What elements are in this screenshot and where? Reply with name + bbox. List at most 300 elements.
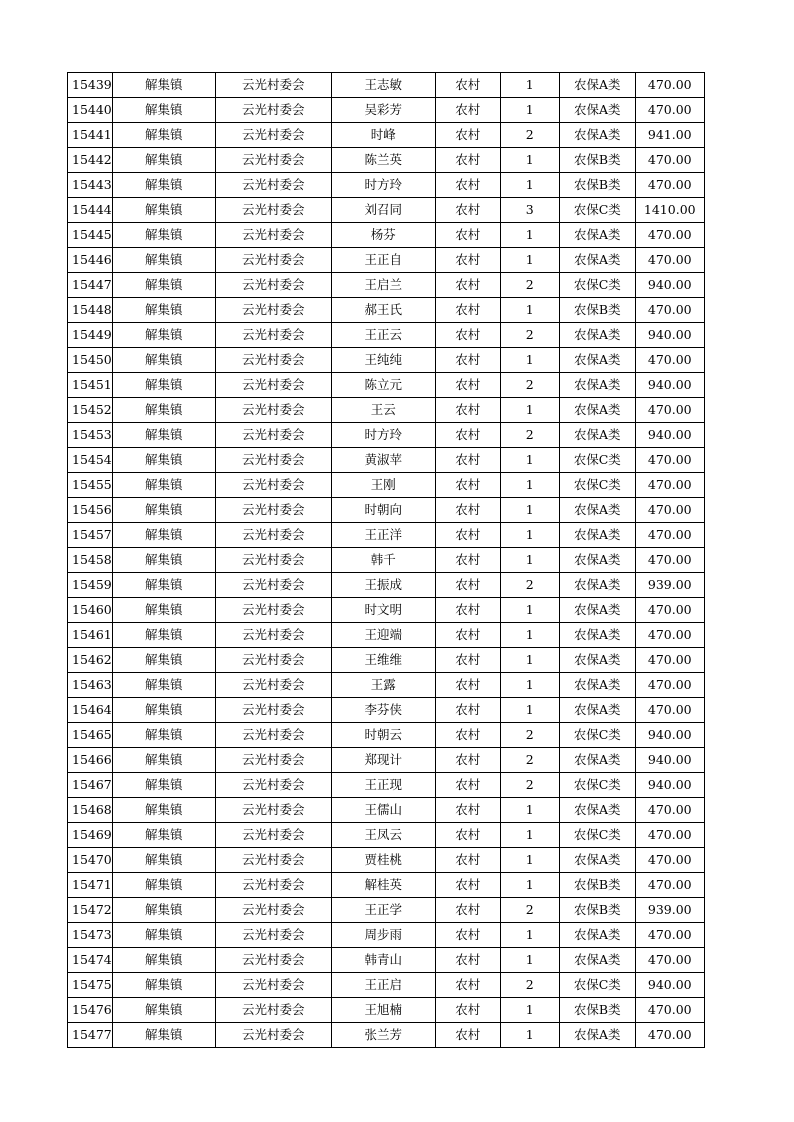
record-id-cell: 15472 — [68, 898, 113, 923]
village-cell: 云光村委会 — [215, 723, 331, 748]
village-cell: 云光村委会 — [215, 798, 331, 823]
village-cell: 云光村委会 — [215, 748, 331, 773]
household-type-cell: 农村 — [435, 273, 500, 298]
town-cell: 解集镇 — [112, 573, 215, 598]
member-count-cell: 1 — [500, 598, 559, 623]
household-type-cell: 农村 — [435, 198, 500, 223]
town-cell: 解集镇 — [112, 648, 215, 673]
amount-cell: 470.00 — [635, 1023, 704, 1048]
town-cell: 解集镇 — [112, 798, 215, 823]
household-type-cell: 农村 — [435, 148, 500, 173]
town-cell: 解集镇 — [112, 723, 215, 748]
town-cell: 解集镇 — [112, 473, 215, 498]
member-count-cell: 2 — [500, 423, 559, 448]
town-cell: 解集镇 — [112, 1023, 215, 1048]
town-cell: 解集镇 — [112, 923, 215, 948]
amount-cell: 470.00 — [635, 348, 704, 373]
record-id-cell: 15473 — [68, 923, 113, 948]
record-id-cell: 15469 — [68, 823, 113, 848]
record-id-cell: 15470 — [68, 848, 113, 873]
member-count-cell: 1 — [500, 473, 559, 498]
village-cell: 云光村委会 — [215, 473, 331, 498]
member-count-cell: 1 — [500, 823, 559, 848]
category-cell: 农保A类 — [559, 698, 635, 723]
person-name-cell: 时峰 — [331, 123, 435, 148]
amount-cell: 470.00 — [635, 823, 704, 848]
category-cell: 农保B类 — [559, 298, 635, 323]
person-name-cell: 王振成 — [331, 573, 435, 598]
category-cell: 农保A类 — [559, 648, 635, 673]
table-row — [68, 348, 705, 373]
amount-cell: 941.00 — [635, 123, 704, 148]
village-cell: 云光村委会 — [215, 198, 331, 223]
records-table-body — [68, 73, 705, 1048]
category-cell: 农保C类 — [559, 273, 635, 298]
category-cell: 农保C类 — [559, 973, 635, 998]
amount-cell: 470.00 — [635, 498, 704, 523]
record-id-cell: 15440 — [68, 98, 113, 123]
table-row — [68, 723, 705, 748]
person-name-cell: 王露 — [331, 673, 435, 698]
person-name-cell: 张兰芳 — [331, 1023, 435, 1048]
household-type-cell: 农村 — [435, 373, 500, 398]
village-cell: 云光村委会 — [215, 598, 331, 623]
village-cell: 云光村委会 — [215, 73, 331, 98]
person-name-cell: 王正学 — [331, 898, 435, 923]
town-cell: 解集镇 — [112, 898, 215, 923]
category-cell: 农保B类 — [559, 173, 635, 198]
person-name-cell: 解桂英 — [331, 873, 435, 898]
amount-cell: 940.00 — [635, 973, 704, 998]
category-cell: 农保A类 — [559, 323, 635, 348]
member-count-cell: 1 — [500, 448, 559, 473]
village-cell: 云光村委会 — [215, 923, 331, 948]
record-id-cell: 15471 — [68, 873, 113, 898]
village-cell: 云光村委会 — [215, 548, 331, 573]
village-cell: 云光村委会 — [215, 423, 331, 448]
member-count-cell: 1 — [500, 998, 559, 1023]
category-cell: 农保A类 — [559, 923, 635, 948]
table-row — [68, 548, 705, 573]
record-id-cell: 15463 — [68, 673, 113, 698]
table-row — [68, 798, 705, 823]
village-cell: 云光村委会 — [215, 773, 331, 798]
village-cell: 云光村委会 — [215, 948, 331, 973]
town-cell: 解集镇 — [112, 948, 215, 973]
category-cell: 农保A类 — [559, 573, 635, 598]
category-cell: 农保B类 — [559, 998, 635, 1023]
town-cell: 解集镇 — [112, 973, 215, 998]
amount-cell: 1410.00 — [635, 198, 704, 223]
table-row — [68, 198, 705, 223]
table-row — [68, 673, 705, 698]
household-type-cell: 农村 — [435, 298, 500, 323]
village-cell: 云光村委会 — [215, 223, 331, 248]
table-row — [68, 748, 705, 773]
member-count-cell: 1 — [500, 848, 559, 873]
amount-cell: 940.00 — [635, 773, 704, 798]
household-type-cell: 农村 — [435, 923, 500, 948]
category-cell: 农保A类 — [559, 73, 635, 98]
person-name-cell: 王正现 — [331, 773, 435, 798]
person-name-cell: 时文明 — [331, 598, 435, 623]
record-id-cell: 15447 — [68, 273, 113, 298]
member-count-cell: 1 — [500, 498, 559, 523]
person-name-cell: 贾桂桃 — [331, 848, 435, 873]
member-count-cell: 1 — [500, 623, 559, 648]
member-count-cell: 1 — [500, 73, 559, 98]
member-count-cell: 2 — [500, 573, 559, 598]
amount-cell: 470.00 — [635, 173, 704, 198]
amount-cell: 470.00 — [635, 848, 704, 873]
household-type-cell: 农村 — [435, 698, 500, 723]
table-row — [68, 273, 705, 298]
household-type-cell: 农村 — [435, 998, 500, 1023]
category-cell: 农保A类 — [559, 498, 635, 523]
table-row — [68, 398, 705, 423]
records-table — [67, 72, 705, 1048]
amount-cell: 470.00 — [635, 248, 704, 273]
member-count-cell: 2 — [500, 748, 559, 773]
town-cell: 解集镇 — [112, 73, 215, 98]
member-count-cell: 1 — [500, 948, 559, 973]
town-cell: 解集镇 — [112, 398, 215, 423]
household-type-cell: 农村 — [435, 1023, 500, 1048]
record-id-cell: 15450 — [68, 348, 113, 373]
category-cell: 农保A类 — [559, 248, 635, 273]
household-type-cell: 农村 — [435, 948, 500, 973]
category-cell: 农保A类 — [559, 748, 635, 773]
person-name-cell: 时方玲 — [331, 173, 435, 198]
table-row — [68, 873, 705, 898]
category-cell: 农保A类 — [559, 673, 635, 698]
member-count-cell: 1 — [500, 798, 559, 823]
table-row — [68, 98, 705, 123]
household-type-cell: 农村 — [435, 248, 500, 273]
table-row — [68, 973, 705, 998]
amount-cell: 940.00 — [635, 273, 704, 298]
village-cell: 云光村委会 — [215, 123, 331, 148]
member-count-cell: 1 — [500, 548, 559, 573]
table-row — [68, 373, 705, 398]
amount-cell: 940.00 — [635, 748, 704, 773]
village-cell: 云光村委会 — [215, 273, 331, 298]
member-count-cell: 2 — [500, 973, 559, 998]
member-count-cell: 1 — [500, 398, 559, 423]
household-type-cell: 农村 — [435, 848, 500, 873]
person-name-cell: 韩千 — [331, 548, 435, 573]
household-type-cell: 农村 — [435, 548, 500, 573]
village-cell: 云光村委会 — [215, 698, 331, 723]
record-id-cell: 15474 — [68, 948, 113, 973]
member-count-cell: 2 — [500, 773, 559, 798]
village-cell: 云光村委会 — [215, 673, 331, 698]
record-id-cell: 15465 — [68, 723, 113, 748]
table-row — [68, 223, 705, 248]
member-count-cell: 1 — [500, 648, 559, 673]
amount-cell: 470.00 — [635, 523, 704, 548]
household-type-cell: 农村 — [435, 398, 500, 423]
table-row — [68, 573, 705, 598]
member-count-cell: 1 — [500, 698, 559, 723]
town-cell: 解集镇 — [112, 498, 215, 523]
person-name-cell: 王旭楠 — [331, 998, 435, 1023]
household-type-cell: 农村 — [435, 98, 500, 123]
amount-cell: 470.00 — [635, 598, 704, 623]
amount-cell: 470.00 — [635, 223, 704, 248]
household-type-cell: 农村 — [435, 223, 500, 248]
table-row — [68, 623, 705, 648]
member-count-cell: 2 — [500, 373, 559, 398]
table-row — [68, 323, 705, 348]
table-row — [68, 848, 705, 873]
category-cell: 农保C类 — [559, 723, 635, 748]
village-cell: 云光村委会 — [215, 998, 331, 1023]
town-cell: 解集镇 — [112, 523, 215, 548]
household-type-cell: 农村 — [435, 498, 500, 523]
amount-cell: 470.00 — [635, 548, 704, 573]
record-id-cell: 15475 — [68, 973, 113, 998]
record-id-cell: 15461 — [68, 623, 113, 648]
category-cell: 农保B类 — [559, 898, 635, 923]
record-id-cell: 15444 — [68, 198, 113, 223]
table-row — [68, 773, 705, 798]
amount-cell: 470.00 — [635, 73, 704, 98]
household-type-cell: 农村 — [435, 348, 500, 373]
amount-cell: 470.00 — [635, 148, 704, 173]
village-cell: 云光村委会 — [215, 298, 331, 323]
member-count-cell: 1 — [500, 248, 559, 273]
household-type-cell: 农村 — [435, 648, 500, 673]
member-count-cell: 2 — [500, 898, 559, 923]
member-count-cell: 1 — [500, 173, 559, 198]
amount-cell: 939.00 — [635, 898, 704, 923]
village-cell: 云光村委会 — [215, 98, 331, 123]
amount-cell: 470.00 — [635, 948, 704, 973]
record-id-cell: 15448 — [68, 298, 113, 323]
village-cell: 云光村委会 — [215, 823, 331, 848]
town-cell: 解集镇 — [112, 323, 215, 348]
village-cell: 云光村委会 — [215, 648, 331, 673]
person-name-cell: 吴彩芳 — [331, 98, 435, 123]
village-cell: 云光村委会 — [215, 373, 331, 398]
household-type-cell: 农村 — [435, 898, 500, 923]
member-count-cell: 2 — [500, 723, 559, 748]
town-cell: 解集镇 — [112, 348, 215, 373]
record-id-cell: 15454 — [68, 448, 113, 473]
household-type-cell: 农村 — [435, 823, 500, 848]
record-id-cell: 15456 — [68, 498, 113, 523]
village-cell: 云光村委会 — [215, 348, 331, 373]
village-cell: 云光村委会 — [215, 898, 331, 923]
table-row — [68, 1023, 705, 1048]
table-row — [68, 148, 705, 173]
household-type-cell: 农村 — [435, 73, 500, 98]
household-type-cell: 农村 — [435, 323, 500, 348]
village-cell: 云光村委会 — [215, 848, 331, 873]
household-type-cell: 农村 — [435, 573, 500, 598]
town-cell: 解集镇 — [112, 173, 215, 198]
record-id-cell: 15442 — [68, 148, 113, 173]
category-cell: 农保C类 — [559, 198, 635, 223]
village-cell: 云光村委会 — [215, 973, 331, 998]
category-cell: 农保A类 — [559, 848, 635, 873]
category-cell: 农保C类 — [559, 773, 635, 798]
person-name-cell: 王正自 — [331, 248, 435, 273]
member-count-cell: 2 — [500, 123, 559, 148]
amount-cell: 940.00 — [635, 373, 704, 398]
amount-cell: 470.00 — [635, 398, 704, 423]
town-cell: 解集镇 — [112, 698, 215, 723]
town-cell: 解集镇 — [112, 223, 215, 248]
record-id-cell: 15464 — [68, 698, 113, 723]
person-name-cell: 王正启 — [331, 973, 435, 998]
town-cell: 解集镇 — [112, 623, 215, 648]
person-name-cell: 陈兰英 — [331, 148, 435, 173]
table-row — [68, 423, 705, 448]
person-name-cell: 黄淑苹 — [331, 448, 435, 473]
member-count-cell: 1 — [500, 523, 559, 548]
category-cell: 农保C类 — [559, 823, 635, 848]
household-type-cell: 农村 — [435, 773, 500, 798]
record-id-cell: 15477 — [68, 1023, 113, 1048]
person-name-cell: 王迎端 — [331, 623, 435, 648]
table-row — [68, 948, 705, 973]
amount-cell: 470.00 — [635, 873, 704, 898]
record-id-cell: 15445 — [68, 223, 113, 248]
village-cell: 云光村委会 — [215, 623, 331, 648]
household-type-cell: 农村 — [435, 473, 500, 498]
person-name-cell: 李芬侠 — [331, 698, 435, 723]
household-type-cell: 农村 — [435, 798, 500, 823]
person-name-cell: 王志敏 — [331, 73, 435, 98]
household-type-cell: 农村 — [435, 123, 500, 148]
member-count-cell: 1 — [500, 148, 559, 173]
person-name-cell: 时朝云 — [331, 723, 435, 748]
category-cell: 农保A类 — [559, 223, 635, 248]
category-cell: 农保A类 — [559, 623, 635, 648]
table-row — [68, 598, 705, 623]
household-type-cell: 农村 — [435, 973, 500, 998]
person-name-cell: 王启兰 — [331, 273, 435, 298]
record-id-cell: 15467 — [68, 773, 113, 798]
amount-cell: 940.00 — [635, 323, 704, 348]
village-cell: 云光村委会 — [215, 573, 331, 598]
town-cell: 解集镇 — [112, 298, 215, 323]
member-count-cell: 1 — [500, 298, 559, 323]
town-cell: 解集镇 — [112, 673, 215, 698]
person-name-cell: 时朝向 — [331, 498, 435, 523]
person-name-cell: 王儒山 — [331, 798, 435, 823]
town-cell: 解集镇 — [112, 598, 215, 623]
record-id-cell: 15455 — [68, 473, 113, 498]
village-cell: 云光村委会 — [215, 398, 331, 423]
town-cell: 解集镇 — [112, 248, 215, 273]
category-cell: 农保A类 — [559, 548, 635, 573]
category-cell: 农保B类 — [559, 148, 635, 173]
category-cell: 农保C类 — [559, 473, 635, 498]
amount-cell: 470.00 — [635, 98, 704, 123]
town-cell: 解集镇 — [112, 448, 215, 473]
person-name-cell: 杨芬 — [331, 223, 435, 248]
amount-cell: 470.00 — [635, 698, 704, 723]
person-name-cell: 郑现计 — [331, 748, 435, 773]
town-cell: 解集镇 — [112, 848, 215, 873]
amount-cell: 470.00 — [635, 473, 704, 498]
amount-cell: 940.00 — [635, 723, 704, 748]
table-row — [68, 298, 705, 323]
person-name-cell: 王正洋 — [331, 523, 435, 548]
category-cell: 农保A类 — [559, 373, 635, 398]
category-cell: 农保A类 — [559, 948, 635, 973]
town-cell: 解集镇 — [112, 773, 215, 798]
table-row — [68, 898, 705, 923]
record-id-cell: 15443 — [68, 173, 113, 198]
town-cell: 解集镇 — [112, 873, 215, 898]
record-id-cell: 15459 — [68, 573, 113, 598]
village-cell: 云光村委会 — [215, 873, 331, 898]
amount-cell: 470.00 — [635, 623, 704, 648]
record-id-cell: 15451 — [68, 373, 113, 398]
town-cell: 解集镇 — [112, 823, 215, 848]
table-row — [68, 648, 705, 673]
member-count-cell: 1 — [500, 223, 559, 248]
person-name-cell: 郝王氏 — [331, 298, 435, 323]
category-cell: 农保A类 — [559, 348, 635, 373]
village-cell: 云光村委会 — [215, 323, 331, 348]
amount-cell: 470.00 — [635, 923, 704, 948]
household-type-cell: 农村 — [435, 623, 500, 648]
record-id-cell: 15453 — [68, 423, 113, 448]
amount-cell: 470.00 — [635, 298, 704, 323]
table-row — [68, 448, 705, 473]
category-cell: 农保A类 — [559, 798, 635, 823]
town-cell: 解集镇 — [112, 748, 215, 773]
record-id-cell: 15446 — [68, 248, 113, 273]
household-type-cell: 农村 — [435, 173, 500, 198]
town-cell: 解集镇 — [112, 998, 215, 1023]
village-cell: 云光村委会 — [215, 523, 331, 548]
table-row — [68, 248, 705, 273]
table-row — [68, 523, 705, 548]
town-cell: 解集镇 — [112, 548, 215, 573]
table-row — [68, 823, 705, 848]
amount-cell: 470.00 — [635, 798, 704, 823]
record-id-cell: 15468 — [68, 798, 113, 823]
household-type-cell: 农村 — [435, 448, 500, 473]
town-cell: 解集镇 — [112, 198, 215, 223]
town-cell: 解集镇 — [112, 423, 215, 448]
table-row — [68, 173, 705, 198]
category-cell: 农保A类 — [559, 1023, 635, 1048]
member-count-cell: 1 — [500, 923, 559, 948]
record-id-cell: 15462 — [68, 648, 113, 673]
village-cell: 云光村委会 — [215, 248, 331, 273]
member-count-cell: 1 — [500, 673, 559, 698]
member-count-cell: 1 — [500, 1023, 559, 1048]
town-cell: 解集镇 — [112, 98, 215, 123]
record-id-cell: 15457 — [68, 523, 113, 548]
amount-cell: 470.00 — [635, 648, 704, 673]
record-id-cell: 15458 — [68, 548, 113, 573]
town-cell: 解集镇 — [112, 123, 215, 148]
category-cell: 农保B类 — [559, 873, 635, 898]
table-row — [68, 473, 705, 498]
person-name-cell: 刘召同 — [331, 198, 435, 223]
person-name-cell: 陈立元 — [331, 373, 435, 398]
village-cell: 云光村委会 — [215, 148, 331, 173]
person-name-cell: 韩青山 — [331, 948, 435, 973]
